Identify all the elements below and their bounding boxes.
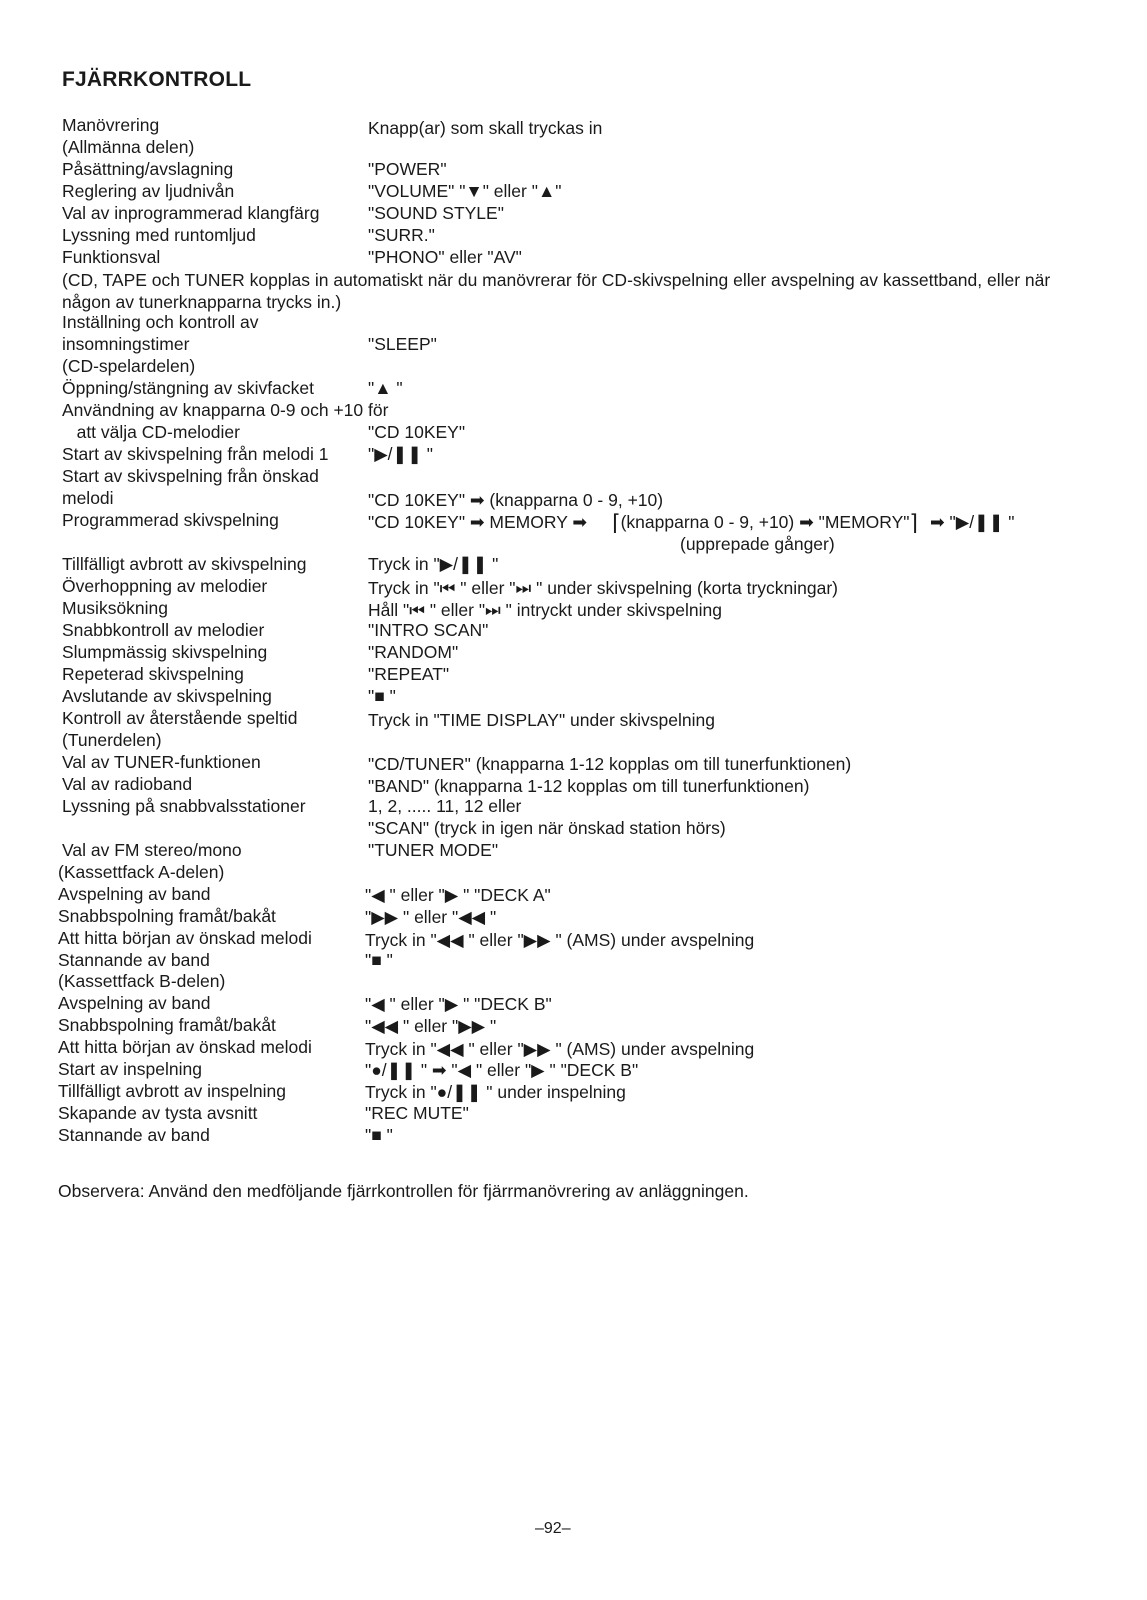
row-action: "■ " <box>368 686 396 706</box>
section-cd: (CD-spelardelen) <box>62 356 196 376</box>
header-right: Knapp(ar) som skall tryckas in <box>368 118 603 138</box>
section-general: (Allmänna delen) <box>62 137 195 157</box>
row-label: Avspelning av band <box>58 993 211 1013</box>
row-label: Tillfälligt avbrott av inspelning <box>58 1081 286 1101</box>
section-heading <box>0 136 1147 158</box>
table-row <box>0 927 1147 949</box>
section-heading <box>0 729 1147 751</box>
row-label: Programmerad skivspelning <box>62 510 279 530</box>
table-row <box>0 180 1147 202</box>
program-end: ➡ "▶/❚❚ " <box>930 512 1015 532</box>
row-label: Tillfälligt avbrott av skivspelning <box>62 554 307 574</box>
row-label: Slumpmässig skivspelning <box>62 642 268 662</box>
table-row <box>0 1036 1147 1058</box>
table-row <box>0 224 1147 246</box>
row-label: Stannande av band <box>58 1125 210 1145</box>
row-action: "SLEEP" <box>368 334 437 354</box>
program-row <box>0 509 1147 553</box>
row-label: Musiksökning <box>62 598 169 618</box>
row-label: Avspelning av band <box>58 884 211 904</box>
row-label: insomningstimer <box>62 334 190 354</box>
row-action: 1, 2, ..... 11, 12 eller <box>368 796 522 816</box>
row-label: Funktionsval <box>62 247 161 267</box>
row-label: Kontroll av återstående speltid <box>62 708 298 728</box>
table-row <box>0 311 1147 333</box>
row-label: Användning av knapparna 0-9 och +10 för <box>62 400 389 420</box>
row-action: "SURR." <box>368 225 435 245</box>
row-label: Start av skivspelning från önskad <box>62 466 319 486</box>
section-tuner: (Tunerdelen) <box>62 730 162 750</box>
table-row <box>0 575 1147 597</box>
table-row <box>0 641 1147 663</box>
row-action: Tryck in "◀◀ " eller "▶▶ " (AMS) under avspelning <box>365 1039 755 1059</box>
row-action: "▶▶ " eller "◀◀ " <box>365 907 497 927</box>
row-label: Val av inprogrammerad klangfärg <box>62 203 320 223</box>
table-row <box>0 1058 1147 1080</box>
row-action: "CD 10KEY" ➡ (knapparna 0 - 9, +10) <box>368 490 664 510</box>
row-label: melodi <box>62 488 114 508</box>
table-row <box>0 1102 1147 1124</box>
row-label: Lyssning på snabbvalsstationer <box>62 796 306 816</box>
row-action: "POWER" <box>368 159 447 179</box>
header-left: Manövrering <box>62 115 160 135</box>
row-label: Skapande av tysta avsnitt <box>58 1103 258 1123</box>
program-bracket-content: (knapparna 0 - 9, +10) ➡ "MEMORY" <box>620 512 910 532</box>
row-label: Start av inspelning <box>58 1059 202 1079</box>
row-label: Avslutande av skivspelning <box>62 686 272 706</box>
row-label: Inställning och kontroll av <box>62 312 259 332</box>
row-label: att välja CD-melodier <box>62 422 240 442</box>
row-label: Snabbkontroll av melodier <box>62 620 265 640</box>
row-label: Val av radioband <box>62 774 193 794</box>
header-row <box>0 114 1147 136</box>
row-action: "INTRO SCAN" <box>368 620 489 640</box>
table-row <box>0 905 1147 927</box>
table-row <box>0 817 1147 839</box>
section-deck-a: (Kassettfack A-delen) <box>58 862 225 882</box>
row-label: Öppning/stängning av skivfacket <box>62 378 314 398</box>
row-action: Tryck in "●/❚❚ " under inspelning <box>365 1082 626 1102</box>
row-label: Snabbspolning framåt/bakåt <box>58 1015 276 1035</box>
row-action: "RANDOM" <box>368 642 459 662</box>
table-row <box>0 751 1147 773</box>
table-row <box>0 377 1147 399</box>
general-note: (CD, TAPE och TUNER kopplas in automatiskt när du manövrerar för CD-skivspelning eller avspelning av kassettband, eller när någon av tunerknapparna trycks in.) <box>62 270 1051 312</box>
row-action: "■ " <box>365 1125 393 1145</box>
row-label: Repeterad skivspelning <box>62 664 244 684</box>
row-action: "BAND" (knapparna 1-12 kopplas om till tunerfunktionen) <box>368 776 810 796</box>
row-action: "◀ " eller "▶ " "DECK B" <box>365 994 552 1014</box>
row-action: "◀◀ " eller "▶▶ " <box>365 1016 497 1036</box>
row-label: Lyssning med runtomljud <box>62 225 256 245</box>
row-label: Val av TUNER-funktionen <box>62 752 261 772</box>
table-row <box>0 597 1147 619</box>
table-row <box>0 1014 1147 1036</box>
row-action: "REC MUTE" <box>365 1103 469 1123</box>
row-action: Tryck in "⏮ " eller "⏭ " under skivspelning (korta tryckningar) <box>368 578 839 598</box>
row-label: Start av skivspelning från melodi 1 <box>62 444 329 464</box>
section-deck-b: (Kassettfack B-delen) <box>58 971 226 991</box>
page-title: FJÄRRKONTROLL <box>62 68 252 91</box>
table-row <box>0 553 1147 575</box>
program-repeat: (upprepade gånger) <box>680 534 835 554</box>
table-row <box>0 663 1147 685</box>
section-heading <box>0 970 1147 992</box>
row-action: "SCAN" (tryck in igen när önskad station hörs) <box>368 818 726 838</box>
row-label: Påsättning/avslagning <box>62 159 234 179</box>
row-label: Snabbspolning framåt/bakåt <box>58 906 276 926</box>
table-row <box>0 773 1147 795</box>
table-row <box>0 707 1147 729</box>
section-heading <box>0 861 1147 883</box>
table-row <box>0 421 1147 443</box>
row-action: Tryck in "▶/❚❚ " <box>368 554 499 574</box>
table-row <box>0 443 1147 465</box>
table-row <box>0 619 1147 641</box>
page-number: –92– <box>535 1520 571 1537</box>
table-row <box>0 399 1147 421</box>
table-row <box>0 883 1147 905</box>
row-action: "CD 10KEY" <box>368 422 466 442</box>
row-label: Val av FM stereo/mono <box>62 840 242 860</box>
table-row <box>0 949 1147 971</box>
row-label: Att hitta början av önskad melodi <box>58 1037 312 1057</box>
row-action: "◀ " eller "▶ " "DECK A" <box>365 885 551 905</box>
row-action: Håll "⏮ " eller "⏭ " intryckt under skivspelning <box>368 600 722 620</box>
row-action: Tryck in "◀◀ " eller "▶▶ " (AMS) under avspelning <box>365 930 755 950</box>
row-label: Överhoppning av melodier <box>62 576 268 596</box>
bracket-close: ⌉ <box>909 510 919 536</box>
table-row <box>0 158 1147 180</box>
table-row <box>0 333 1147 355</box>
row-action: "SOUND STYLE" <box>368 203 504 223</box>
row-action: "▶/❚❚ " <box>368 444 433 464</box>
section-heading <box>0 355 1147 377</box>
table-row <box>0 465 1147 487</box>
program-bracket-group <box>612 510 919 536</box>
table-row <box>0 685 1147 707</box>
row-label: Reglering av ljudnivån <box>62 181 235 201</box>
row-action: "■ " <box>365 950 393 970</box>
table-row <box>0 487 1147 509</box>
row-action: "PHONO" eller "AV" <box>368 247 522 267</box>
table-row <box>0 1124 1147 1146</box>
row-action: "TUNER MODE" <box>368 840 499 860</box>
footer-note: Observera: Använd den medföljande fjärrkontrollen för fjärrmanövrering av anläggningen. <box>58 1181 749 1201</box>
bracket-open: ⌈ <box>612 510 621 536</box>
table-row <box>0 839 1147 861</box>
row-action: "▲ " <box>368 378 403 398</box>
row-label: Stannande av band <box>58 950 210 970</box>
row-action: "CD/TUNER" (knapparna 1-12 kopplas om till tunerfunktionen) <box>368 754 852 774</box>
table-row <box>0 1080 1147 1102</box>
row-action: "●/❚❚ " ➡ "◀ " eller "▶ " "DECK B" <box>365 1060 639 1080</box>
table-row <box>0 795 1147 817</box>
row-action: Tryck in "TIME DISPLAY" under skivspelning <box>368 710 715 730</box>
table-row <box>0 992 1147 1014</box>
table-row <box>0 202 1147 224</box>
row-label: Att hitta början av önskad melodi <box>58 928 312 948</box>
table-row <box>0 246 1147 268</box>
row-action: "REPEAT" <box>368 664 450 684</box>
row-action: "VOLUME" "▼" eller "▲" <box>368 181 562 201</box>
row-action: "CD 10KEY" ➡ MEMORY ➡ <box>368 512 588 532</box>
